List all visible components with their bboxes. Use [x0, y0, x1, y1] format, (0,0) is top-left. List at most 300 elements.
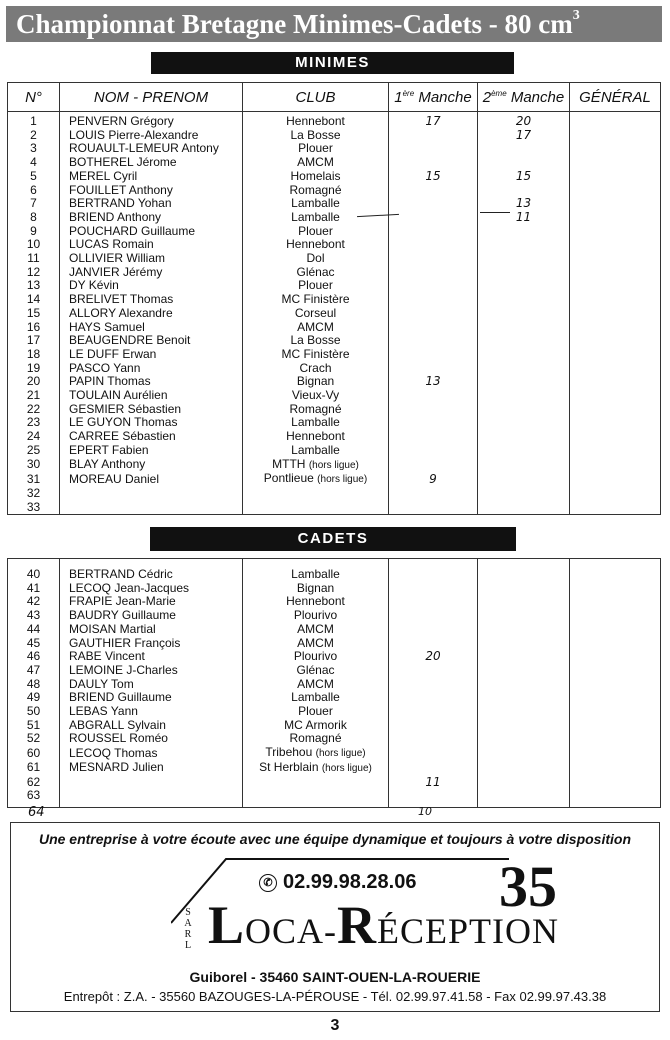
- score-manche-2: [478, 719, 570, 733]
- cadets-table: [7, 558, 661, 808]
- table-row: [8, 691, 661, 705]
- rider-name: OLLIVIER William: [60, 252, 243, 266]
- rider-club: Vieux-Vy: [243, 389, 389, 403]
- rider-number: 5: [8, 170, 60, 184]
- rider-number: 24: [8, 430, 60, 444]
- score-manche-2: [478, 334, 570, 348]
- score-manche-1: 17: [389, 112, 478, 129]
- table-row: [8, 348, 661, 362]
- table-row: [8, 637, 661, 651]
- score-manche-2: 17: [478, 129, 570, 143]
- score-manche-1: [389, 184, 478, 198]
- score-manche-2: [478, 238, 570, 252]
- rider-club: Lamballe: [243, 691, 389, 705]
- rider-name: [60, 776, 243, 790]
- score-manche-1: [389, 197, 478, 211]
- score-manche-1: [389, 156, 478, 170]
- rider-club: Plouer: [243, 142, 389, 156]
- table-row: [8, 334, 661, 348]
- minimes-header-row: [8, 83, 661, 112]
- score-manche-2: [478, 430, 570, 444]
- rider-number: 13: [8, 279, 60, 293]
- table-row: [8, 211, 661, 225]
- rider-name: [60, 789, 243, 807]
- score-manche-2: [478, 609, 570, 623]
- score-general: [570, 746, 661, 761]
- score-general: [570, 293, 661, 307]
- handwritten-extra-score: 10: [418, 805, 432, 818]
- table-row: [8, 719, 661, 733]
- rider-number: 19: [8, 362, 60, 376]
- score-manche-2: [478, 761, 570, 776]
- hors-ligue-note: (hors ligue): [308, 459, 359, 471]
- score-general: [570, 678, 661, 692]
- rider-name: LEMOINE J-Charles: [60, 664, 243, 678]
- rider-number: 16: [8, 321, 60, 335]
- rider-number: 49: [8, 691, 60, 705]
- rider-club: AMCM: [243, 678, 389, 692]
- score-manche-1: [389, 719, 478, 733]
- table-row: [8, 238, 661, 252]
- table-row: [8, 389, 661, 403]
- rider-club: [243, 501, 389, 515]
- score-general: [570, 719, 661, 733]
- table-row: [8, 430, 661, 444]
- score-manche-1: [389, 129, 478, 143]
- cadets-table-body: [8, 559, 661, 808]
- score-manche-1: [389, 334, 478, 348]
- score-manche-2: [478, 142, 570, 156]
- score-general: [570, 501, 661, 515]
- table-row: [8, 582, 661, 596]
- table-row: [8, 142, 661, 156]
- rider-club: Hennebont: [243, 430, 389, 444]
- score-manche-1: [389, 211, 478, 225]
- ad-phone: [259, 871, 416, 894]
- score-manche-2: [478, 789, 570, 807]
- rider-name: BRIEND Anthony: [60, 211, 243, 225]
- score-manche-2: 13: [478, 197, 570, 211]
- score-manche-2: [478, 691, 570, 705]
- rider-name: LE GUYON Thomas: [60, 416, 243, 430]
- table-row: [8, 156, 661, 170]
- score-general: [570, 776, 661, 790]
- header-num: N°: [8, 83, 60, 112]
- score-manche-1: [389, 609, 478, 623]
- score-manche-1: [389, 142, 478, 156]
- rider-number: 1: [8, 112, 60, 129]
- score-general: [570, 637, 661, 651]
- page-title: [6, 6, 662, 42]
- score-manche-2: [478, 225, 570, 239]
- rider-name: PAPIN Thomas: [60, 375, 243, 389]
- handwritten-stroke: [480, 212, 510, 213]
- rider-club: Romagné: [243, 732, 389, 746]
- rider-number: 60: [8, 746, 60, 761]
- rider-number: 42: [8, 595, 60, 609]
- rider-club: [243, 789, 389, 807]
- rider-number: 45: [8, 637, 60, 651]
- rider-name: BRIEND Guillaume: [60, 691, 243, 705]
- rider-name: [60, 501, 243, 515]
- score-manche-2: [478, 582, 570, 596]
- rider-club: Hennebont: [243, 112, 389, 129]
- score-manche-2: [478, 559, 570, 582]
- rider-name: ROUAULT-LEMEUR Antony: [60, 142, 243, 156]
- score-manche-1: [389, 595, 478, 609]
- score-manche-2: [478, 362, 570, 376]
- rider-club: [243, 487, 389, 501]
- table-row: [8, 129, 661, 143]
- score-general: [570, 197, 661, 211]
- rider-club: Lamballe: [243, 211, 389, 225]
- header-general: GÉNÉRAL: [570, 83, 661, 112]
- table-row: [8, 678, 661, 692]
- table-row: [8, 307, 661, 321]
- score-general: [570, 142, 661, 156]
- table-row: [8, 362, 661, 376]
- rider-name: ABGRALL Sylvain: [60, 719, 243, 733]
- score-manche-2: [478, 472, 570, 487]
- table-row: [8, 416, 661, 430]
- rider-name: MESNARD Julien: [60, 761, 243, 776]
- rider-name: EPERT Fabien: [60, 444, 243, 458]
- score-general: [570, 650, 661, 664]
- score-manche-2: [478, 487, 570, 501]
- hors-ligue-note: (hors ligue): [317, 474, 368, 486]
- rider-club: Lamballe: [243, 197, 389, 211]
- rider-number: 4: [8, 156, 60, 170]
- score-general: [570, 403, 661, 417]
- score-manche-1: [389, 789, 478, 807]
- rider-club: Bignan: [243, 375, 389, 389]
- score-manche-2: [478, 678, 570, 692]
- rider-name: ROUSSEL Roméo: [60, 732, 243, 746]
- rider-club: Lamballe: [243, 559, 389, 582]
- score-general: [570, 129, 661, 143]
- company-logo: LOCA-RÉCEPTION: [208, 895, 560, 955]
- phone-icon: ✆: [259, 874, 277, 892]
- rider-club: Homelais: [243, 170, 389, 184]
- minimes-section-header: MINIMES: [151, 52, 514, 74]
- table-row: [8, 252, 661, 266]
- rider-number: 47: [8, 664, 60, 678]
- rider-name: HAYS Samuel: [60, 321, 243, 335]
- rider-club: Plourivo: [243, 609, 389, 623]
- table-row: [8, 472, 661, 487]
- rider-club: Tribehou (hors ligue): [243, 746, 389, 761]
- rider-club: MC Finistère: [243, 348, 389, 362]
- score-general: [570, 559, 661, 582]
- score-general: [570, 416, 661, 430]
- rider-number: 8: [8, 211, 60, 225]
- score-manche-1: [389, 559, 478, 582]
- rider-name: LOUIS Pierre-Alexandre: [60, 129, 243, 143]
- score-general: [570, 458, 661, 473]
- rider-number: 21: [8, 389, 60, 403]
- score-general: [570, 266, 661, 280]
- score-manche-1: [389, 678, 478, 692]
- rider-number: 33: [8, 501, 60, 515]
- score-manche-1: 15: [389, 170, 478, 184]
- score-general: [570, 705, 661, 719]
- score-manche-1: [389, 238, 478, 252]
- table-row: [8, 761, 661, 776]
- rider-number: 20: [8, 375, 60, 389]
- score-manche-1: [389, 362, 478, 376]
- score-manche-1: [389, 307, 478, 321]
- score-manche-1: 13: [389, 375, 478, 389]
- score-manche-2: [478, 650, 570, 664]
- rider-club: Hennebont: [243, 595, 389, 609]
- rider-name: LEBAS Yann: [60, 705, 243, 719]
- rider-number: 48: [8, 678, 60, 692]
- rider-number: 46: [8, 650, 60, 664]
- rider-club: MC Finistère: [243, 293, 389, 307]
- score-manche-2: [478, 348, 570, 362]
- table-row: [8, 595, 661, 609]
- rider-club: St Herblain (hors ligue): [243, 761, 389, 776]
- score-manche-1: [389, 416, 478, 430]
- score-manche-2: [478, 307, 570, 321]
- table-row: [8, 225, 661, 239]
- score-general: [570, 691, 661, 705]
- score-general: [570, 623, 661, 637]
- rider-number: 62: [8, 776, 60, 790]
- score-manche-2: [478, 444, 570, 458]
- rider-name: FRAPIE Jean-Marie: [60, 595, 243, 609]
- header-name: NOM - PRENOM: [60, 83, 243, 112]
- rider-club: MC Armorik: [243, 719, 389, 733]
- score-general: [570, 472, 661, 487]
- rider-club: Pontlieue (hors ligue): [243, 472, 389, 487]
- score-manche-1: 20: [389, 650, 478, 664]
- score-manche-1: [389, 582, 478, 596]
- score-manche-1: [389, 501, 478, 515]
- rider-club: AMCM: [243, 637, 389, 651]
- rider-name: LUCAS Romain: [60, 238, 243, 252]
- score-manche-2: [478, 637, 570, 651]
- score-manche-1: [389, 348, 478, 362]
- ad-department-number: 35: [499, 854, 557, 919]
- rider-number: 22: [8, 403, 60, 417]
- score-general: [570, 375, 661, 389]
- score-general: [570, 211, 661, 225]
- score-manche-2: [478, 416, 570, 430]
- rider-number: 10: [8, 238, 60, 252]
- table-row: [8, 184, 661, 198]
- score-general: [570, 112, 661, 129]
- rider-number: 52: [8, 732, 60, 746]
- score-manche-1: [389, 691, 478, 705]
- score-manche-2: [478, 403, 570, 417]
- rider-club: AMCM: [243, 623, 389, 637]
- score-manche-1: [389, 225, 478, 239]
- score-manche-1: [389, 458, 478, 473]
- score-general: [570, 362, 661, 376]
- score-general: [570, 225, 661, 239]
- table-row: [8, 746, 661, 761]
- score-manche-1: [389, 430, 478, 444]
- score-manche-1: [389, 623, 478, 637]
- rider-name: ALLORY Alexandre: [60, 307, 243, 321]
- rider-number: 3: [8, 142, 60, 156]
- score-general: [570, 307, 661, 321]
- rider-name: BEAUGENDRE Benoit: [60, 334, 243, 348]
- rider-name: DAULY Tom: [60, 678, 243, 692]
- score-manche-1: [389, 444, 478, 458]
- table-row: [8, 732, 661, 746]
- ad-tagline: Une entreprise à votre écoute avec une équipe dynamique et toujours à votre disposition: [38, 831, 632, 847]
- score-manche-1: 9: [389, 472, 478, 487]
- score-general: [570, 238, 661, 252]
- rider-club: Lamballe: [243, 444, 389, 458]
- score-manche-2: [478, 732, 570, 746]
- ad-phone-number: 02.99.98.28.06: [283, 871, 417, 893]
- rider-name: BERTRAND Cédric: [60, 559, 243, 582]
- score-manche-2: 15: [478, 170, 570, 184]
- score-manche-2: [478, 156, 570, 170]
- score-manche-1: [389, 761, 478, 776]
- score-manche-1: [389, 389, 478, 403]
- rider-club: Glénac: [243, 664, 389, 678]
- rider-name: LE DUFF Erwan: [60, 348, 243, 362]
- rider-club: Dol: [243, 252, 389, 266]
- ad-depot-contact: Entrepôt : Z.A. - 35560 BAZOUGES-LA-PÉROUSE - Tél. 02.99.97.41.58 - Fax 02.99.97.43.38: [63, 989, 607, 1004]
- header-manche-1: 1ère Manche: [389, 83, 478, 112]
- table-row: [8, 609, 661, 623]
- score-manche-2: [478, 623, 570, 637]
- score-general: [570, 582, 661, 596]
- score-manche-1: [389, 746, 478, 761]
- page-number: 3: [330, 1017, 340, 1034]
- handwritten-extra-number: 64: [28, 805, 45, 820]
- score-general: [570, 252, 661, 266]
- rider-number: 25: [8, 444, 60, 458]
- rider-club: Romagné: [243, 184, 389, 198]
- title-text: Championnat Bretagne Minimes-Cadets - 80 cm: [16, 9, 573, 39]
- rider-name: MOISAN Martial: [60, 623, 243, 637]
- score-general: [570, 389, 661, 403]
- rider-club: Crach: [243, 362, 389, 376]
- score-general: [570, 595, 661, 609]
- score-general: [570, 279, 661, 293]
- table-row: [8, 623, 661, 637]
- table-row: [8, 650, 661, 664]
- sarl-label: S A R L: [184, 907, 192, 951]
- score-manche-1: [389, 279, 478, 293]
- rider-name: GAUTHIER François: [60, 637, 243, 651]
- rider-number: 15: [8, 307, 60, 321]
- table-row: [8, 266, 661, 280]
- header-manche-2: 2ème Manche: [478, 83, 570, 112]
- advertisement: [10, 822, 660, 1012]
- score-manche-2: [478, 746, 570, 761]
- score-general: [570, 321, 661, 335]
- rider-club: Plouer: [243, 279, 389, 293]
- rider-club: La Bosse: [243, 334, 389, 348]
- score-general: [570, 170, 661, 184]
- rider-name: TOULAIN Aurélien: [60, 389, 243, 403]
- score-manche-2: [478, 458, 570, 473]
- score-manche-1: [389, 664, 478, 678]
- rider-club: MTTH (hors ligue): [243, 458, 389, 473]
- rider-number: 43: [8, 609, 60, 623]
- score-manche-2: [478, 321, 570, 335]
- rider-name: BRELIVET Thomas: [60, 293, 243, 307]
- score-manche-1: [389, 705, 478, 719]
- rider-club: [243, 776, 389, 790]
- rider-number: 31: [8, 472, 60, 487]
- score-general: [570, 664, 661, 678]
- rider-name: MOREAU Daniel: [60, 472, 243, 487]
- score-manche-2: [478, 595, 570, 609]
- score-manche-2: [478, 664, 570, 678]
- score-general: [570, 761, 661, 776]
- rider-name: PASCO Yann: [60, 362, 243, 376]
- rider-number: 23: [8, 416, 60, 430]
- rider-club: La Bosse: [243, 129, 389, 143]
- table-row: [8, 458, 661, 473]
- rider-number: 2: [8, 129, 60, 143]
- table-row: [8, 197, 661, 211]
- rider-name: PENVERN Grégory: [60, 112, 243, 129]
- minimes-table: [7, 82, 661, 515]
- score-general: [570, 789, 661, 807]
- rider-club: Corseul: [243, 307, 389, 321]
- rider-number: 7: [8, 197, 60, 211]
- score-manche-2: 11: [478, 211, 570, 225]
- score-manche-2: [478, 776, 570, 790]
- score-manche-2: [478, 705, 570, 719]
- table-row: [8, 403, 661, 417]
- score-manche-2: [478, 266, 570, 280]
- rider-number: 30: [8, 458, 60, 473]
- score-general: [570, 184, 661, 198]
- ad-address: Guiborel - 35460 SAINT-OUEN-LA-ROUERIE: [189, 969, 481, 985]
- table-row: [8, 776, 661, 790]
- rider-number: 6: [8, 184, 60, 198]
- score-manche-2: [478, 375, 570, 389]
- rider-name: BLAY Anthony: [60, 458, 243, 473]
- table-row: [8, 375, 661, 389]
- rider-club: Bignan: [243, 582, 389, 596]
- rider-name: FOUILLET Anthony: [60, 184, 243, 198]
- table-row: [8, 664, 661, 678]
- rider-name: DY Kévin: [60, 279, 243, 293]
- rider-club: AMCM: [243, 156, 389, 170]
- score-manche-1: [389, 487, 478, 501]
- rider-number: 61: [8, 761, 60, 776]
- rider-name: LECOQ Thomas: [60, 746, 243, 761]
- score-manche-1: [389, 321, 478, 335]
- rider-name: BAUDRY Guillaume: [60, 609, 243, 623]
- hors-ligue-note: (hors ligue): [321, 762, 372, 774]
- table-row: [8, 789, 661, 807]
- rider-number: 12: [8, 266, 60, 280]
- rider-club: Romagné: [243, 403, 389, 417]
- rider-number: 50: [8, 705, 60, 719]
- table-row: [8, 559, 661, 582]
- title-superscript: 3: [572, 8, 580, 23]
- score-general: [570, 609, 661, 623]
- rider-club: Plouer: [243, 705, 389, 719]
- rider-name: LECOQ Jean-Jacques: [60, 582, 243, 596]
- rider-number: 9: [8, 225, 60, 239]
- rider-number: 14: [8, 293, 60, 307]
- score-manche-1: [389, 266, 478, 280]
- score-manche-2: [478, 501, 570, 515]
